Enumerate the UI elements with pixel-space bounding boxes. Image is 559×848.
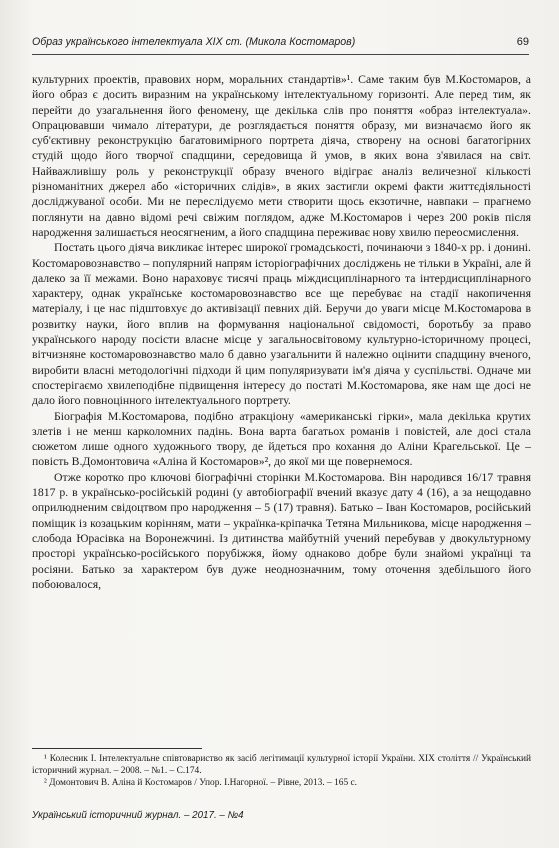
paragraph-3: Біографія М.Костомарова, подібно атракціону «американські гірки», мала декілька крутих злетів і не менш карколомних падінь. Вона варта багатьох романів і повістей, але досі стала сюжетом лише одного художнього твору, де йдеться про кохання до Аліни Крагельської. Це – повість В.Домонтовича «Аліна й Костомаров»², до якої ми ще повернемося. (32, 409, 531, 469)
article-body (32, 72, 531, 592)
footnote-separator (32, 748, 202, 749)
footnote-2: ² Домонтович В. Аліна й Костомаров / Упор. І.Нагорної. – Рівне, 2013. – 165 с. (44, 778, 358, 788)
paragraph-1: культурних проектів, правових норм, моральних стандартів»¹. Саме таким був М.Костомаров, а його образ є досить виразним на українському інтелектуальному горизонті. Але перед тим, як перейти до узагальнення його феномену, ще декілька слів про поняття «образ інтелектуала». Опрацювавши чимало літератури, де розглядається поняття образу, ми визначаємо його як суб'єктивну реконструкцію багатовимірного портрета діяча, створену на основі багатогірних студій щодо його творчої спадщини, середовища й умов, в яких вона з'явилася на світ. Найважливішу роль у реконструкції образу вченого відіграє аналіз величезної кількості різноманітних джерел або «історичних слідів», в яких застигли окремі факти життєдіяльності досліджуваної особи. Ми не переслідуємо мети створити щось екзотичне, навпаки – прагнемо поглянути на давно відомі речі свіжим поглядом, адже М.Костомаров і через 200 років після народження залишається неосягненим, а його спадщина переживає нову хвилю переосмислення. (32, 73, 531, 239)
running-header-title: Образ українського інтелектуала XIX ст. (Микола Костомаров) (32, 36, 356, 48)
running-footer: Український історичний журнал. – 2017. – №4 (32, 810, 244, 821)
footnote-1: ¹ Колесник І. Інтелектуальне співтовариство як засіб легітимації культурної історії України. XIX століття // Український історичний журнал. – 2008. – №1. – С.174. (32, 754, 531, 776)
paragraph-2: Постать цього діяча викликає інтерес широкої громадськості, починаючи з 1840-х рр. і донині. Костомаровознавство – популярний напрям історіографічних досліджень не тільки в Україні, але й далеко за її межами. Воно нараховує тисячі праць міждисциплінарного та інтердисциплінарного характеру, однак українське костомаровознавство все ще перебуває на стадії накопичення матеріалу, і це нас підштовхує до активізації певних дій. Беручи до уваги місце М.Костомарова в розвитку науки, його вплив на формування національної свідомості, боротьбу за право українського народу посісти власне місце у загальносвітовому культурно-історичному процесі, вітчизняне костомаровознавство мало б давно узагальнити й належно оцінити спадщину вченого, виробити власні методологічні підходи й цим популяризувати ім'я діяча у суспільстві. Одначе ми спостерігаємо хвилеподібне підвищення інтересу до постаті М.Костомарова, яке нам ще досі не дало його повноцінного інтелектуального портрету. (32, 241, 531, 408)
paragraph-4: Отже коротко про ключові біографічні сторінки М.Костомарова. Він народився 16/17 травня 1817 р. в українсько-російській родині (у автобіографії вчений вказує дату 4 (16), а за нещодавно оприлюдненим свідоцтвом про народження – 5 (17) травня). Батько – Іван Костомаров, російський поміщик із козацьким корінням, мати – українка-кріпачка Тетяна Мильникова, місце народження – слобода Юрасівка на Воронежчині. Із дитинства майбутній учений перебував у двокультурному просторі українсько-російського порубіжжя, йому однаково добре були знайомі українці та росіяни. Батько за характером був дуже неоднозначним, тому оточення здебільшого його побоювалося, (32, 470, 531, 591)
page-number: 69 (516, 36, 529, 48)
footnotes (32, 753, 531, 789)
running-header (32, 36, 529, 55)
